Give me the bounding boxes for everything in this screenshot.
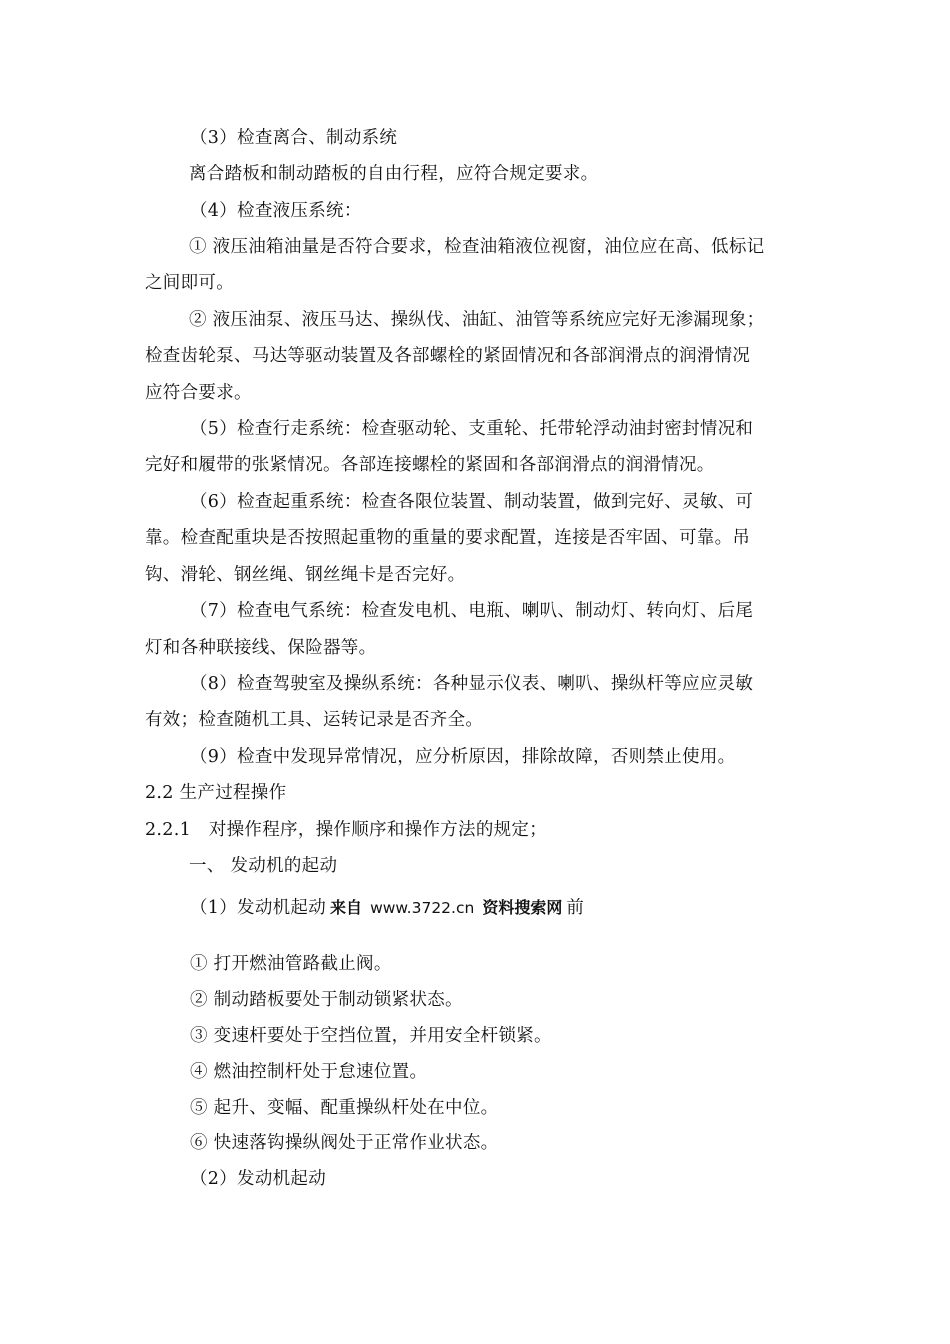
section-heading: 2.2 生产过程操作 — [145, 783, 287, 803]
start-line-after: 前 — [566, 898, 585, 918]
text-line: 靠。检查配重块是否按照起重物的重量的要求配置，连接是否牢固、可靠。吊 — [145, 528, 751, 548]
list-item: ③ 变速杆要处于空挡位置，并用安全杆锁紧。 — [190, 1026, 552, 1046]
start-line — [190, 896, 584, 920]
text-line: （8）检查驾驶室及操纵系统：各种显示仪表、喇叭、操纵杆等应应灵敏 — [190, 674, 754, 694]
watermark-from: 来自 — [330, 898, 363, 917]
text-line: 检查齿轮泵、马达等驱动装置及各部螺栓的紧固情况和各部润滑点的润滑情况 — [145, 346, 751, 366]
list-item: ⑥ 快速落钩操纵阀处于正常作业状态。 — [190, 1133, 499, 1153]
subsection-heading: 2.2.1 对操作程序，操作顺序和操作方法的规定； — [145, 820, 548, 840]
text-line: 灯和各种联接线、保险器等。 — [145, 638, 377, 658]
text-line: （2）发动机起动 — [190, 1169, 327, 1189]
text-line: （5）检查行走系统：检查驱动轮、支重轮、托带轮浮动油封密封情况和 — [190, 419, 754, 439]
text-line: 一、 发动机的起动 — [189, 856, 338, 876]
text-line: （3）检查离合、制动系统 — [190, 128, 398, 148]
text-line: ① 液压油箱油量是否符合要求，检查油箱液位视窗，油位应在高、低标记 — [189, 237, 765, 257]
watermark-site: 资料搜索网 — [482, 898, 563, 917]
text-line: 离合踏板和制动踏板的自由行程，应符合规定要求。 — [189, 164, 599, 184]
text-line: 钩、滑轮、钢丝绳、钢丝绳卡是否完好。 — [145, 565, 466, 585]
text-line: 之间即可。 — [145, 273, 234, 293]
start-line-before: （1）发动机起动 — [190, 898, 327, 918]
text-line: 应符合要求。 — [145, 383, 252, 403]
text-line: 有效；检查随机工具、运转记录是否齐全。 — [145, 710, 484, 730]
text-line: （4）检查液压系统： — [190, 201, 362, 221]
text-line: （6）检查起重系统：检查各限位装置、制动装置，做到完好、灵敏、可 — [190, 492, 754, 512]
text-line: 完好和履带的张紧情况。各部连接螺栓的紧固和各部润滑点的润滑情况。 — [145, 455, 715, 475]
list-item: ② 制动踏板要处于制动锁紧状态。 — [190, 990, 463, 1010]
text-line: ② 液压油泵、液压马达、操纵伐、油缸、油管等系统应完好无渗漏现象； — [189, 310, 765, 330]
list-item: ④ 燃油控制杆处于怠速位置。 — [190, 1062, 428, 1082]
text-line: （9）检查中发现异常情况，应分析原因，排除故障，否则禁止使用。 — [190, 747, 736, 767]
list-item: ⑤ 起升、变幅、配重操纵杆处在中位。 — [190, 1098, 499, 1118]
list-item: ① 打开燃油管路截止阀。 — [190, 954, 392, 974]
text-line: （7）检查电气系统：检查发电机、电瓶、喇叭、制动灯、转向灯、后尾 — [190, 601, 754, 621]
watermark-url: www.3722.cn — [370, 899, 475, 917]
